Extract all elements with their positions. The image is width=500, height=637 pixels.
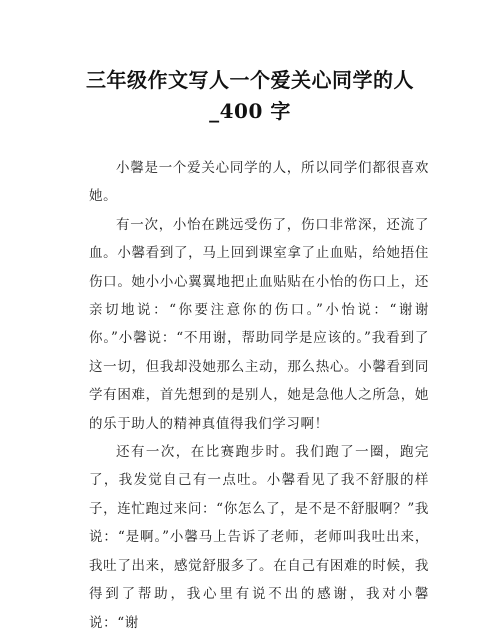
article-title-line2: _400 字	[209, 99, 291, 123]
article-title-line1: 三年级作文写人一个爱关心同学的人	[86, 68, 414, 92]
article-paragraph: 有一次，小怡在跳远受伤了，伤口非常深，还流了血。小馨看到了，马上回到课室拿了止血贴，给她捂住伤口。她小小心翼翼地把止血贴贴在小怡的伤口上，还亲切地说：“你要注意你的伤口。”小怡说：“谢谢你。”小馨说：“不用谢，帮助同学是应该的。”我看到了这一切，但我却没她那么主动，那么热心。小馨看到同学有困难，首先想到的是别人，她是急他人之所急，她的乐于助人的精神真值得我们学习啊！	[89, 216, 429, 432]
article-body	[89, 154, 429, 637]
article-paragraph: 还有一次，在比赛跑步时。我们跑了一圈，跑完了，我发觉自己有一点吐。小馨看见了我不舒服的样子，连忙跑过来问：“你怎么了，是不是不舒服啊？”我说：“是啊。”小馨马上告诉了老师，老师叫我吐出来，我吐了出来，感觉舒服多了。在自己有困难的时候，我得到了帮助，我心里有说不出的感谢，我对小馨说：“谢	[89, 444, 429, 631]
article-paragraph: 小馨是一个爱关心同学的人，所以同学们都很喜欢她。	[89, 160, 429, 205]
